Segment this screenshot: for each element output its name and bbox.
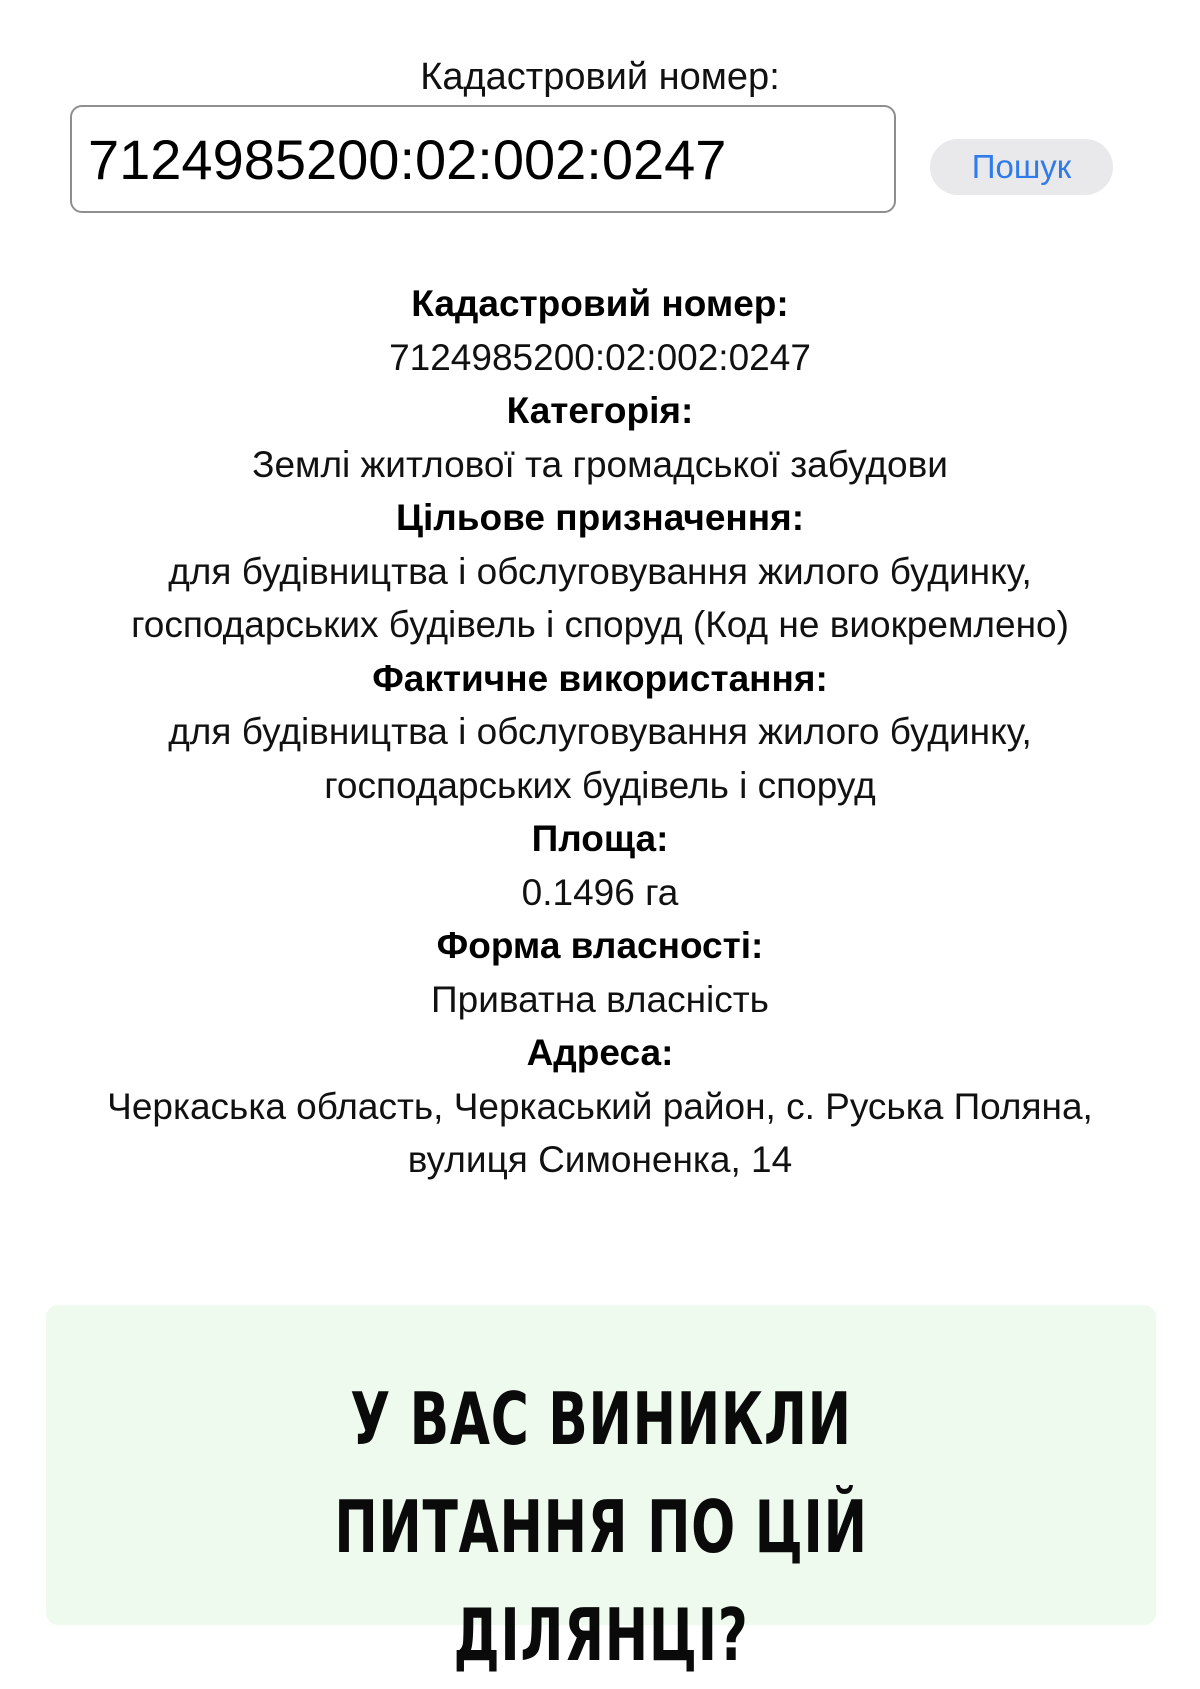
questions-banner-title: У ВАС ВИНИКЛИ ПИТАННЯ ПО ЦІЙ ДІЛЯНЦІ? bbox=[334, 1377, 868, 1677]
category-label: Категорія: bbox=[506, 390, 694, 431]
purpose-value: для будівництва і обслуговування жилого будинку, господарських будівель і споруд (Код не виокремлено) bbox=[131, 550, 1069, 645]
purpose-label: Цільове призначення: bbox=[395, 497, 805, 538]
cadastral-number-label: Кадастровий номер: bbox=[411, 283, 789, 324]
search-button[interactable]: Пошук bbox=[930, 139, 1113, 195]
questions-banner bbox=[46, 1305, 1156, 1677]
cadastral-number-input[interactable] bbox=[70, 105, 896, 213]
parcel-info bbox=[60, 277, 1140, 1187]
area-value: 0.1496 га bbox=[521, 871, 679, 913]
address-label: Адреса: bbox=[526, 1032, 674, 1073]
category-value: Землі житлової та громадської забудови bbox=[252, 443, 948, 485]
ownership-label: Форма власності: bbox=[436, 925, 764, 966]
actual-use-label: Фактичне використання: bbox=[372, 657, 828, 699]
ownership-value: Приватна власність bbox=[431, 978, 769, 1020]
search-label: Кадастровий номер: bbox=[420, 56, 780, 98]
actual-use-value: для будівництва і обслуговування жилого будинку, господарських будівель і споруд bbox=[168, 711, 1032, 806]
address-value: Черкаська область, Черкаський район, с. Руська Поляна, вулиця Симоненка, 14 bbox=[107, 1085, 1093, 1180]
area-label: Площа: bbox=[531, 818, 669, 859]
cadastral-number-value: 7124985200:02:002:0247 bbox=[389, 336, 811, 378]
